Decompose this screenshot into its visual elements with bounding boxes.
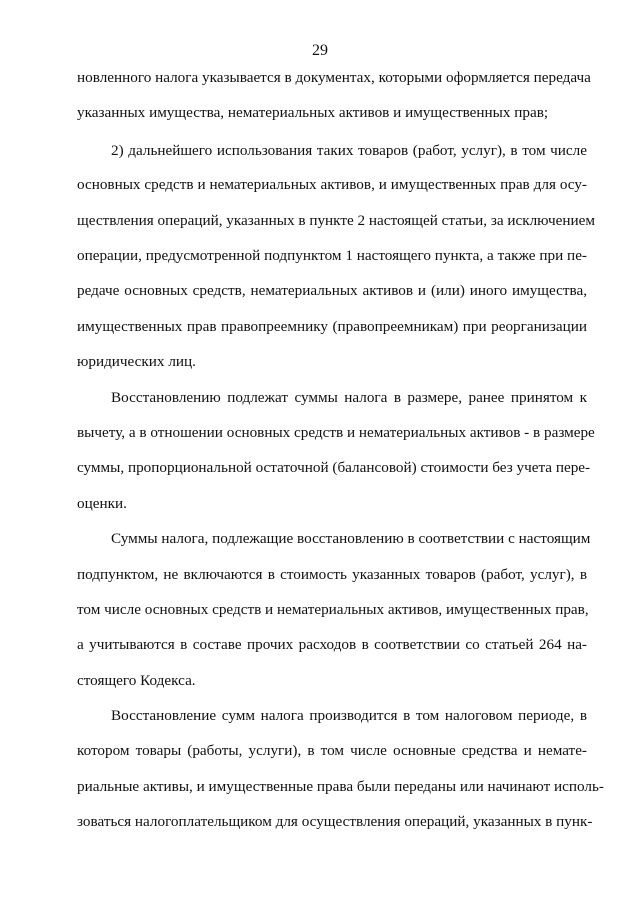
text-line: имущественных прав правопреемнику (правопреемникам) при реорганизации bbox=[77, 318, 587, 335]
text-line: зоваться налогоплательщиком для осуществления операций, указанных в пунк- bbox=[77, 813, 593, 830]
text-line: новленного налога указывается в документах, которыми оформляется передача bbox=[77, 69, 591, 86]
text-line: стоящего Кодекса. bbox=[77, 672, 196, 689]
text-line: юридических лиц. bbox=[77, 353, 196, 370]
text-line: том числе основных средств и нематериальных активов, имущественных прав, bbox=[77, 601, 589, 618]
page-number: 29 bbox=[312, 42, 328, 59]
text-line: операции, предусмотренной подпунктом 1 настоящего пункта, а также при пе- bbox=[77, 247, 587, 264]
text-line: подпунктом, не включаются в стоимость указанных товаров (работ, услуг), в bbox=[77, 566, 587, 583]
text-line: редаче основных средств, нематериальных активов и (или) иного имущества, bbox=[77, 282, 587, 299]
text-line: суммы, пропорциональной остаточной (балансовой) стоимости без учета пере- bbox=[77, 459, 591, 476]
text-line: ществления операций, указанных в пункте 2 настоящей статьи, за исключением bbox=[77, 212, 595, 229]
text-line: оценки. bbox=[77, 495, 127, 512]
text-line: риальные активы, и имущественные права были переданы или начинают исполь- bbox=[77, 778, 604, 795]
text-line: вычету, а в отношении основных средств и нематериальных активов - в размере bbox=[77, 424, 595, 441]
text-line: основных средств и нематериальных активов, и имущественных прав для осу- bbox=[77, 176, 587, 193]
text-line: 2) дальнейшего использования таких товаров (работ, услуг), в том числе bbox=[111, 142, 587, 159]
text-line: Восстановление сумм налога производится в том налоговом периоде, в bbox=[111, 707, 587, 724]
text-line: котором товары (работы, услуги), в том числе основные средства и немате- bbox=[77, 742, 587, 759]
text-line: указанных имущества, нематериальных активов и имущественных прав; bbox=[77, 104, 549, 121]
text-line: Восстановлению подлежат суммы налога в размере, ранее принятом к bbox=[111, 389, 587, 406]
text-line: Суммы налога, подлежащие восстановлению в соответствии с настоящим bbox=[111, 530, 591, 547]
text-line: а учитываются в составе прочих расходов в соответствии со статьей 264 на- bbox=[77, 636, 587, 653]
